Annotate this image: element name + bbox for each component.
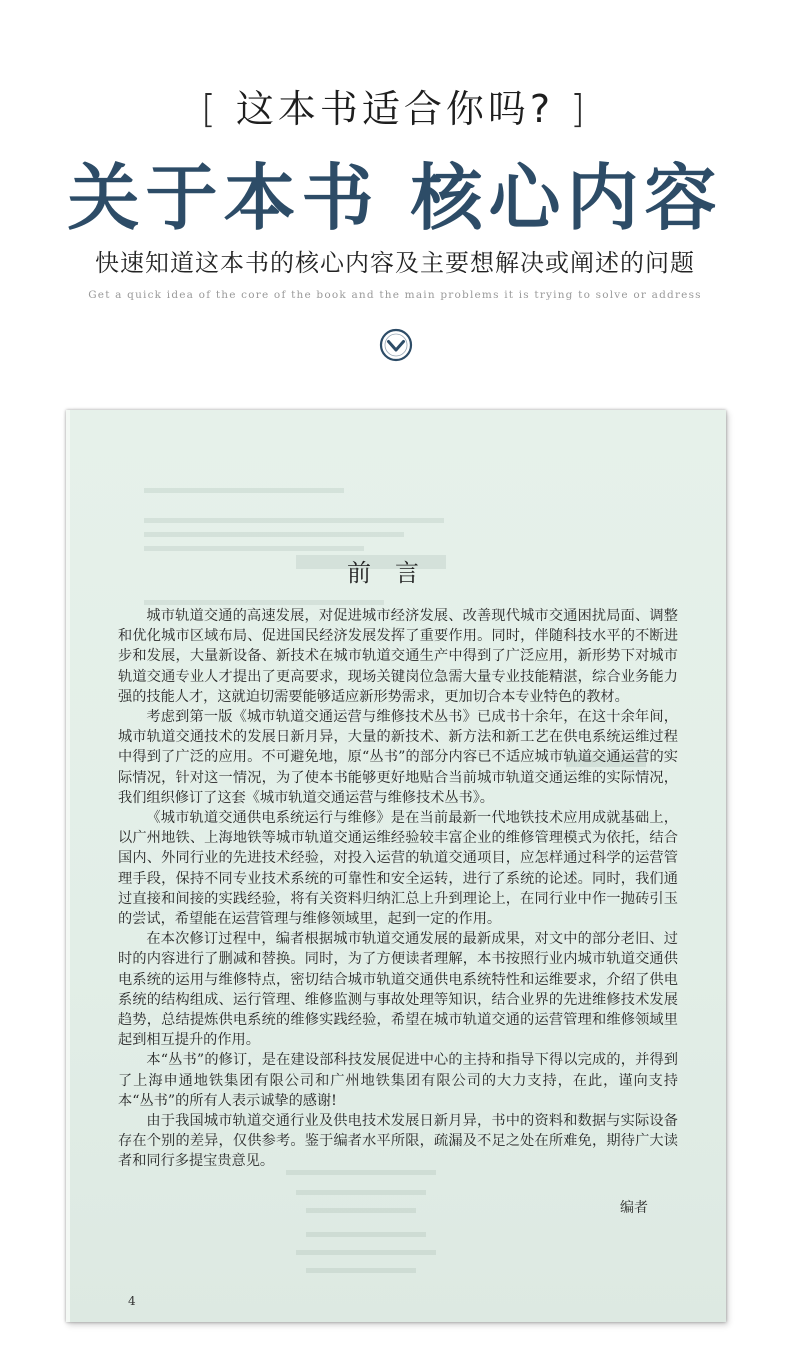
page-title: 前言 bbox=[347, 559, 443, 587]
preface-body bbox=[118, 606, 678, 1172]
signature: 编者 bbox=[620, 1200, 648, 1216]
paragraph: 考虑到第一版《城市轨道交通运营与维修技术丛书》已成书十余年，在这十余年间，城市轨道交通技术的发展日新月异，大量的新技术、新方法和新工艺在供电系统运维过程中得到了广泛的应用。不可避免地，原“丛书”的部分内容已不适应城市轨道交通运营的实际情况，针对这一情况，为了使本书能够更好地贴合当前城市轨道交通运维的实际情况，我们组织修订了这套《城市轨道交通运营与维修技术丛书》。 bbox=[118, 709, 678, 806]
subheadline: 快速知道这本书的核心内容及主要想解决或阐述的问题 bbox=[95, 249, 695, 277]
english-caption: Get a quick idea of the core of the book and the main problems it is trying to solve or address bbox=[88, 289, 702, 301]
paragraph: 《城市轨道交通供电系统运行与维修》是在当前最新一代地铁技术应用成就基础上，以广州地铁、上海地铁等城市轨道交通运维经验较丰富企业的维修管理模式为依托，结合国内、外同行业的先进技术经验，对投入运营的轨道交通项目，应怎样通过科学的运营管理手段，保持不同专业技术系统的可靠性和安全运转，进行了系统的论述。同时，我们通过直接和间接的实践经验，将有关资料归纳汇总上升到理论上，在同行业中作一抛砖引玉的尝试，希望能在运营管理与维修领域里，起到一定的作用。 bbox=[118, 810, 678, 928]
tagline-text: 这本书适合你吗? bbox=[235, 87, 555, 131]
bracket-close: ] bbox=[570, 87, 589, 131]
paragraph: 由于我国城市轨道交通行业及供电技术发展日新月异，书中的资料和数据与实际设备存在个别的差异，仅供参考。鉴于编者水平所限，疏漏及不足之处在所难免，期待广大读者和同行多提宝贵意见。 bbox=[118, 1113, 678, 1170]
intro-header bbox=[0, 0, 790, 400]
tagline bbox=[0, 78, 790, 133]
headline: 关于本书 核心内容 bbox=[67, 155, 723, 240]
bracket-open: [ bbox=[200, 87, 220, 131]
paragraph: 本“丛书”的修订，是在建设部科技发展促进中心的主持和指导下得以完成的，并得到了上海申通地铁集团有限公司和广州地铁集团有限公司的大力支持，在此，谨向支持本“丛书”的所有人表示诚挚的感谢! bbox=[118, 1052, 678, 1109]
chevron-down-circle-icon bbox=[379, 328, 413, 362]
paragraph: 在本次修订过程中，编者根据城市轨道交通发展的最新成果，对文中的部分老旧、过时的内容进行了删减和替换。同时，为了方便读者理解，本书按照行业内城市轨道交通供电系统的运用与维修特点，密切结合城市轨道交通供电系统特性和运维要求，介绍了供电系统的结构组成、运行管理、维修监测与事故处理等知识，结合业界的先进维修技术发展趋势，总结提炼供电系统的维修实践经验，希望在城市轨道交通的运营管理和维修领域里起到相互提升的作用。 bbox=[118, 931, 678, 1049]
page-number: 4 bbox=[128, 1294, 136, 1308]
paragraph: 城市轨道交通的高速发展，对促进城市经济发展、改善现代城市交通困扰局面、调整和优化城市区域布局、促进国民经济发展发挥了重要作用。同时，伴随科技水平的不断进步和发展，大量新设备、新技术在城市轨道交通生产中得到了广泛应用，新形势下对城市轨道交通专业人才提出了更高要求，现场关键岗位急需大量专业技能精湛，综合业务能力强的技能人才，这就迫切需要能够适应新形势需求，更加切合本专业特色的教材。 bbox=[118, 608, 678, 705]
